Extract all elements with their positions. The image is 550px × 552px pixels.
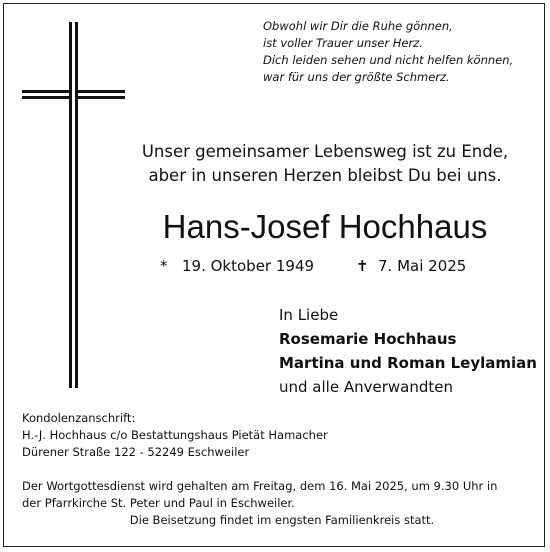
service-line: der Pfarrkirche St. Peter und Paul in Eschweiler. [22,496,295,510]
birth-star-icon: * [160,257,168,275]
poem-line: Obwohl wir Dir die Ruhe gönnen, [263,19,453,33]
poem-line: Dich leiden sehen und nicht helfen können, [263,53,514,67]
deceased-name: Hans-Josef Hochhaus [162,208,488,245]
mourner-name: Martina und Roman Leylamian [279,354,537,372]
service-line: Der Wortgottesdienst wird gehalten am Freitag, dem 16. Mai 2025, um 9.30 Uhr in [22,479,498,493]
burial-line: Die Beisetzung findet im engsten Familienkreis statt. [129,513,435,527]
cross-vertical-bar-right [75,22,78,388]
death-date: 7. Mai 2025 [378,257,467,275]
service-info [22,478,542,529]
mourners-outro: und alle Anverwandten [279,378,453,396]
saying-line: Unser gemeinsamer Lebensweg ist zu Ende, [141,142,509,161]
birth-date-line [160,256,314,276]
poem-line: war für uns der größte Schmerz. [263,70,450,84]
mourners-intro: In Liebe [279,306,339,324]
cross-vertical-bar-left [69,22,72,388]
saying-line: aber in unseren Herzen bleibst Du bei uns. [148,166,502,185]
mourners [279,303,541,399]
condolence-address [22,410,542,461]
death-date-line [356,256,466,276]
condolence-line: H.-J. Hochhaus c/o Bestattungshaus Pietät Hamacher [22,428,328,442]
poem-line: ist voller Trauer unser Herz. [263,36,423,50]
saying [110,140,540,188]
cross-center-gap [72,90,75,99]
death-cross-icon: ✝ [356,257,369,275]
birth-date: 19. Oktober 1949 [182,257,315,275]
condolence-heading: Kondolenzanschrift: [22,411,136,425]
condolence-line: Dürener Straße 122 - 52249 Eschweiler [22,445,250,459]
poem [263,18,538,86]
mourner-name: Rosemarie Hochhaus [279,330,457,348]
